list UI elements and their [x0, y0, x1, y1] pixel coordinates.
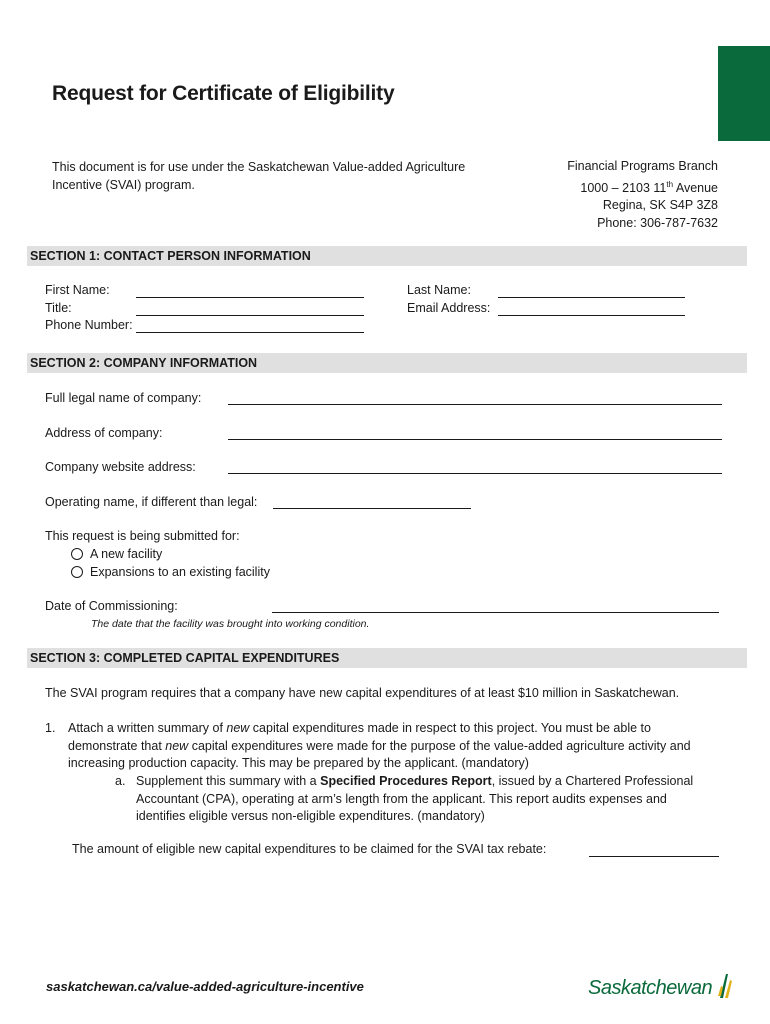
sub-a-label: a. [115, 774, 126, 788]
new-facility-radio[interactable] [71, 548, 83, 560]
website-field[interactable] [228, 473, 722, 474]
branch-address: Financial Programs Branch 1000 – 2103 11th Avenue Regina, SK S4P 3Z8 Phone: 306-787-7632 [567, 159, 718, 230]
section1-heading: SECTION 1: CONTACT PERSON INFORMATION [27, 246, 747, 266]
footer-url[interactable]: saskatchewan.ca/value-added-agriculture-incentive [46, 979, 364, 994]
page-title: Request for Certificate of Eligibility [52, 82, 395, 105]
sub-a-text: Supplement this summary with a Specified Procedures Report, issued by a Chartered Professional Accountant (CPA), operating at arm’s length from the applicant. This report audits expenses and identifies eligible versus non-eligible expenditures. (mandatory) [136, 774, 694, 823]
last-name-label: Last Name: [407, 283, 471, 297]
commissioning-note: The date that the facility was brought into working condition. [91, 618, 370, 630]
saskatchewan-logo: Saskatchewan [588, 972, 733, 1000]
amount-field[interactable] [589, 856, 719, 857]
wheat-icon [717, 972, 733, 998]
company-address-field[interactable] [228, 439, 722, 440]
phone-label: Phone Number: [45, 318, 133, 332]
email-field[interactable] [498, 315, 685, 316]
operating-name-label: Operating name, if different than legal: [45, 495, 258, 509]
commissioning-field[interactable] [272, 612, 719, 613]
green-corner-tab [718, 46, 770, 141]
legal-name-field[interactable] [228, 404, 722, 405]
new-facility-label: A new facility [90, 547, 163, 561]
section3-heading: SECTION 3: COMPLETED CAPITAL EXPENDITURES [27, 648, 747, 668]
requirement-text: The SVAI program requires that a company have new capital expenditures of at least $10 million in Saskatchewan. [45, 686, 680, 700]
amount-label: The amount of eligible new capital expenditures to be claimed for the SVAI tax rebate: [72, 842, 547, 856]
street-line: 1000 – 2103 11th Avenue [580, 179, 718, 195]
last-name-field[interactable] [498, 297, 685, 298]
first-name-label: First Name: [45, 283, 110, 297]
submitted-for-label: This request is being submitted for: [45, 529, 240, 543]
section2-heading: SECTION 2: COMPANY INFORMATION [27, 353, 747, 373]
company-address-label: Address of company: [45, 426, 163, 440]
expansion-label: Expansions to an existing facility [90, 565, 270, 579]
operating-name-field[interactable] [273, 508, 471, 509]
first-name-field[interactable] [136, 297, 364, 298]
title-label: Title: [45, 301, 72, 315]
email-label: Email Address: [407, 301, 491, 315]
item1-text: Attach a written summary of new capital expenditures made in respect to this project. You must be able to demonstrate that new capital expenditures were made for the purpose of the value-added agriculture activity and increasing production capacity. This may be prepared by the applicant. (mandatory) [68, 721, 691, 770]
website-label: Company website address: [45, 460, 196, 474]
intro-text: This document is for use under the Saskatchewan Value-added Agriculture Incentive (SVAI) program. [52, 160, 466, 192]
title-field[interactable] [136, 315, 364, 316]
commissioning-label: Date of Commissioning: [45, 599, 178, 613]
phone-field[interactable] [136, 332, 364, 333]
item1-number: 1. [45, 721, 56, 735]
expansion-radio[interactable] [71, 566, 83, 578]
legal-name-label: Full legal name of company: [45, 391, 202, 405]
